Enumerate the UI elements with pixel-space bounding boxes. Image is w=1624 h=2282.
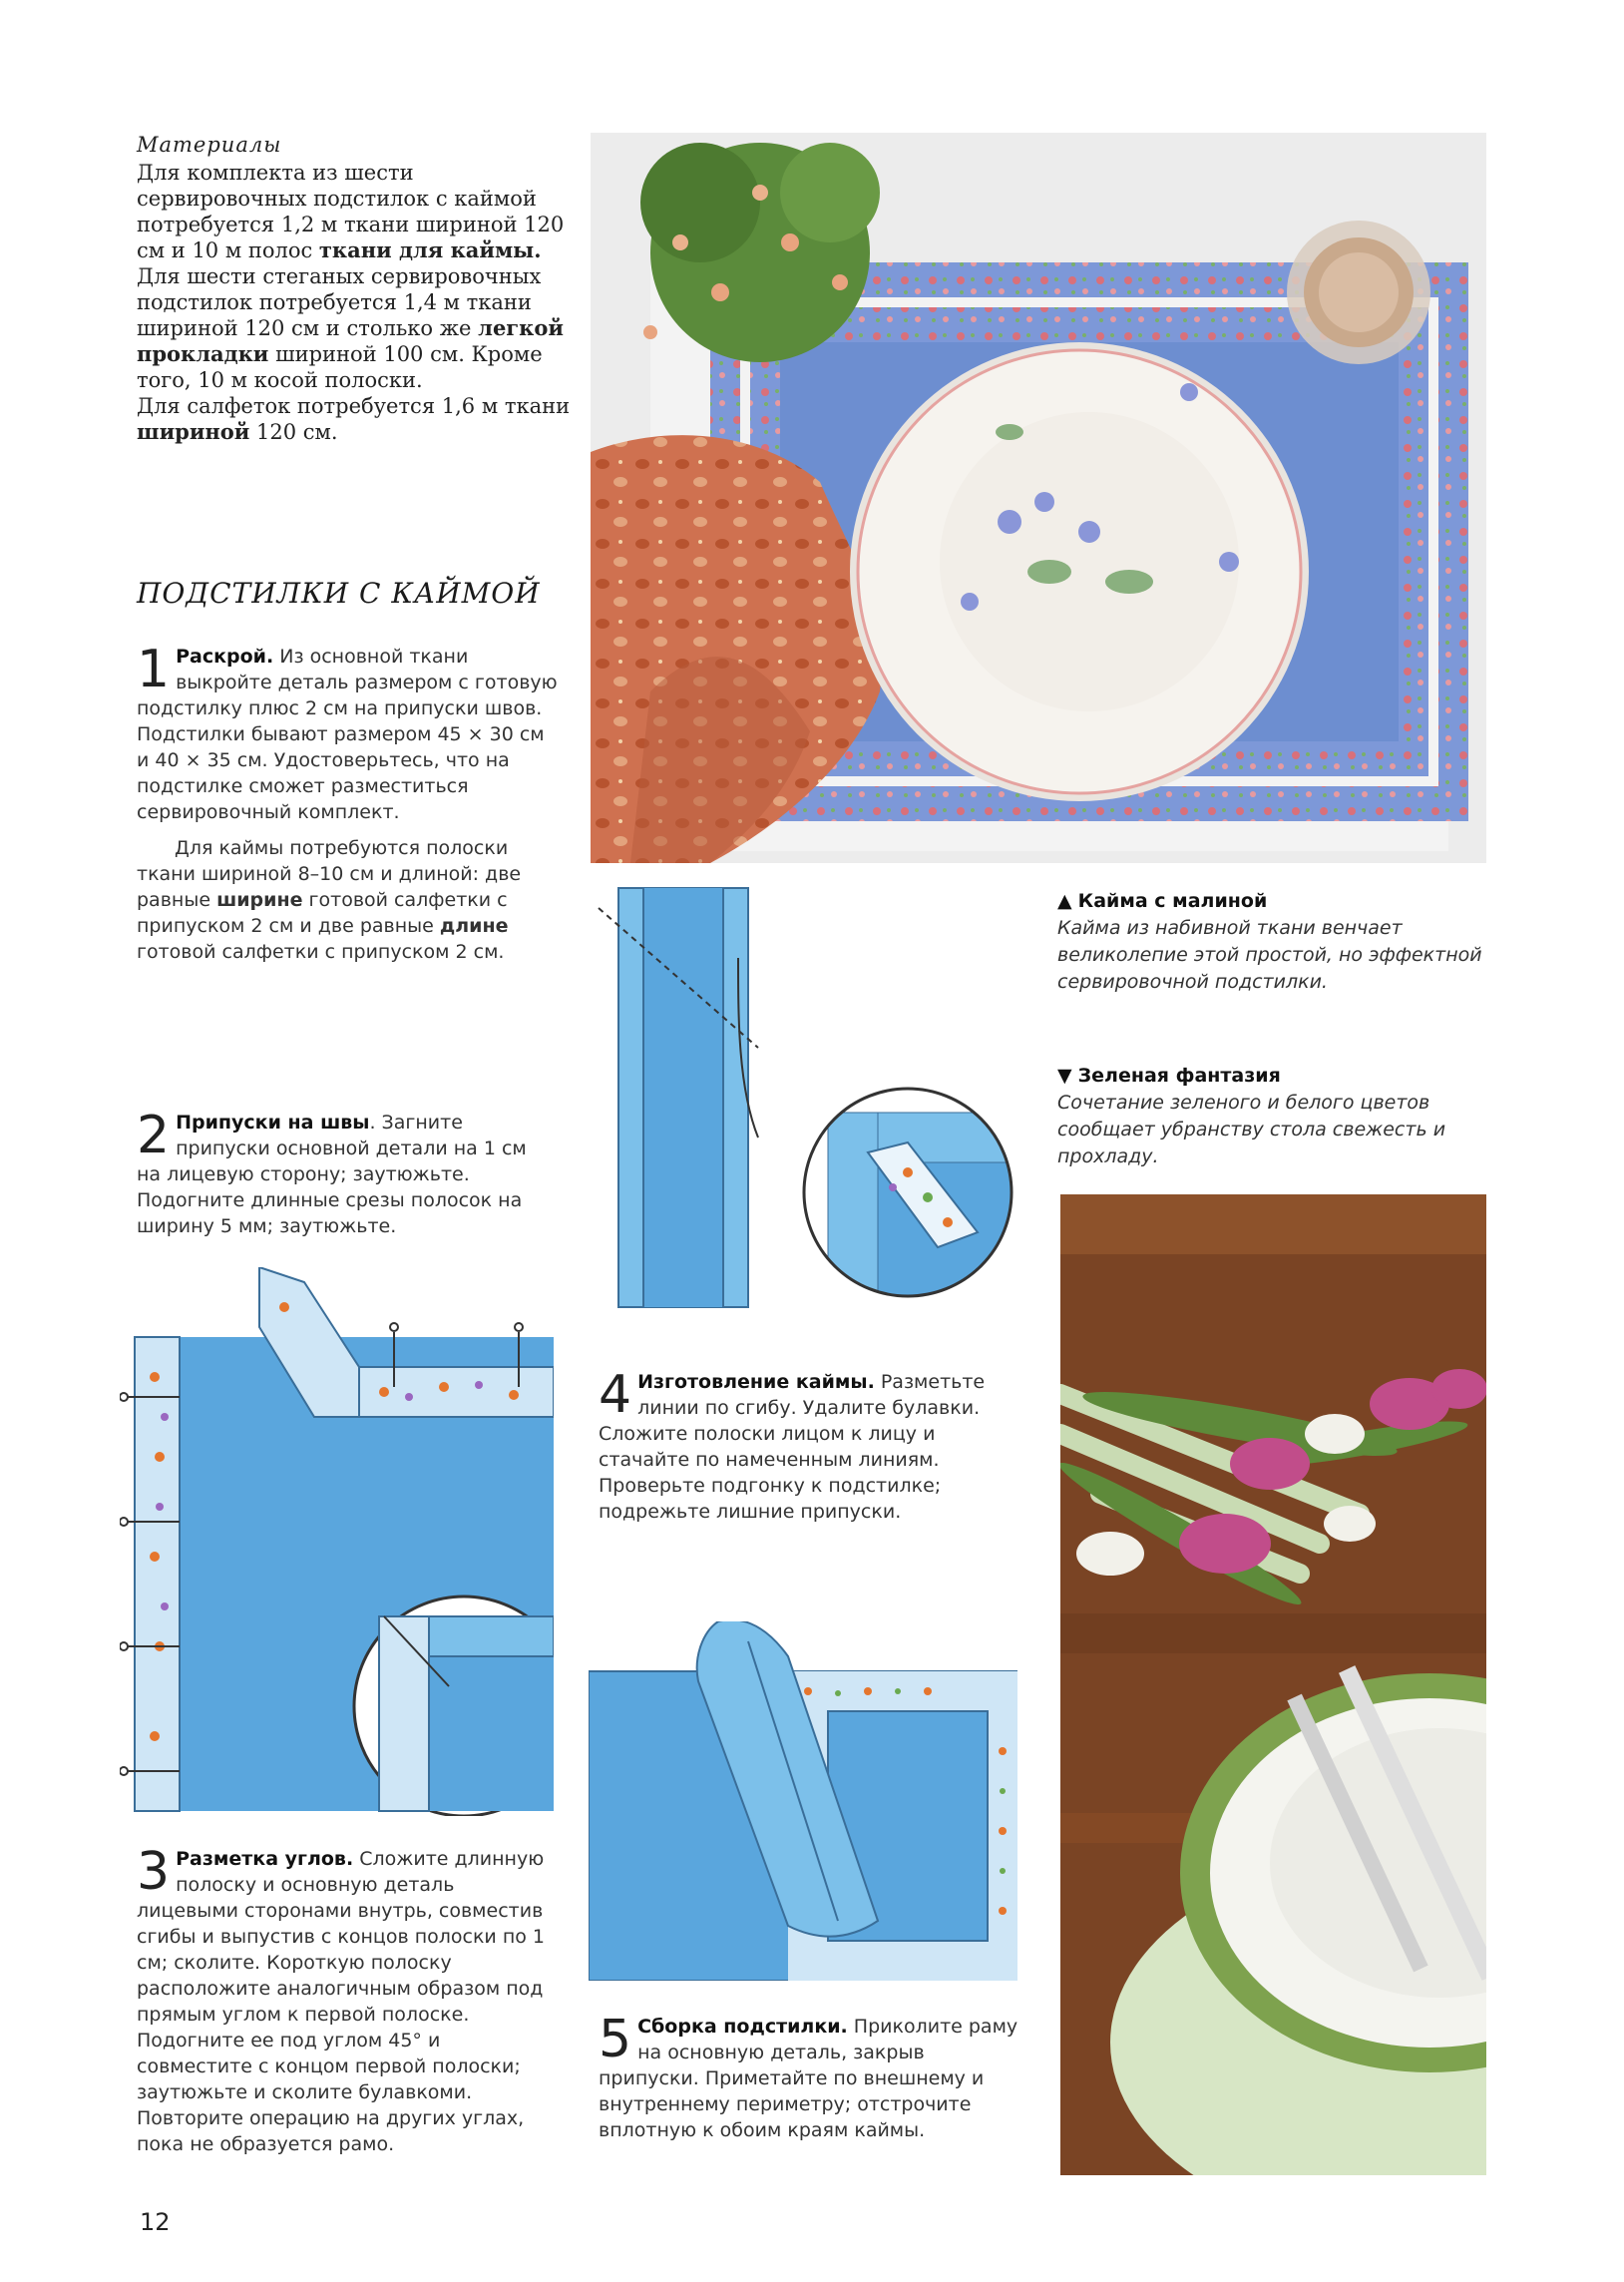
step-2-number: 2 [137, 1106, 171, 1165]
pinned-corner-drawing [120, 1267, 554, 1816]
step-4 [599, 1365, 1017, 1525]
step-1-lead: Раскрой. [176, 646, 274, 668]
materials-paragraph-1 [137, 160, 576, 263]
frame-assembly-drawing [589, 1621, 1017, 1981]
hyacinth-table-illustration [1060, 1194, 1486, 2175]
step-1-text [137, 640, 561, 825]
placemat-photo [591, 133, 1486, 863]
step-1 [137, 640, 561, 965]
caption-green-head [1057, 1063, 1486, 1090]
corner-detail-drawing [798, 1063, 1017, 1322]
materials-paragraph-2 [137, 263, 576, 393]
caption-raspberry-text: Кайма из набивной ткани венчает великолепие этой простой, но эффектной сервировочной подстилки. [1057, 917, 1482, 993]
materials-p2-bold: легкой прокладки [137, 315, 564, 366]
hyacinth-table-photo [1060, 1194, 1486, 2175]
step-3-body: Сложите длинную полоску и основную деталь лицевыми сторонами внутрь, совместив сгибы и выпустив с концов полоски по 1 см; сколите. Короткую полоску расположите аналогичным образом под прямым углом к первой полоске. Подогните ее под углом 45° и совместите с концом первой полоски; заутюжьте и сколите булавкоми. Повторите операцию на других углах, пока не образуется рамо. [137, 1848, 545, 2155]
step-1-p2-a: Для каймы потребуются полоски ткани шириной 8–10 см и длиной: две равные [137, 837, 522, 911]
step-2 [137, 1106, 531, 1239]
corner-detail-circle [798, 1063, 1017, 1322]
step-5-text [599, 2010, 1029, 2143]
materials-p3-tail: 120 см. [249, 420, 338, 444]
step-4-body: Разметьте линии по сгибу. Удалите булавки. Сложите полоски лицом к лицу и стачайте по намеченным линиям. Проверьте подгонку к подстилке; подрежьте лишние припуски. [599, 1371, 986, 1523]
up-triangle-icon: ▲ [1057, 890, 1072, 912]
caption-green-text: Сочетание зеленого и белого цветов сообщает убранству стола свежесть и прохладу. [1057, 1092, 1446, 1167]
caption-raspberry [1057, 888, 1486, 996]
page-number: 12 [140, 2208, 171, 2236]
caption-green-title: Зеленая фантазия [1077, 1065, 1281, 1087]
step-4-lead: Изготовление каймы. [637, 1371, 875, 1393]
caption-green [1057, 1063, 1486, 1170]
step-5-number: 5 [599, 2010, 632, 2069]
step-1-body: Из основной ткани выкройте деталь размером с готовую подстилку плюс 2 см на припуски швов. Подстилки бывают размером 45 × 30 см и 40 × 35 см. Удостоверьтесь, что на подстилке сможет разместиться сервировочный комплект. [137, 646, 558, 823]
step-1-p2-c: готовой салфетки с припуском 2 см и две равные [137, 889, 508, 937]
materials-block [137, 132, 576, 445]
step-5-lead: Сборка подстилки. [637, 2016, 848, 2038]
materials-paragraph-3 [137, 393, 576, 445]
step-2-lead: Припуски на швы [176, 1112, 370, 1134]
placemat-illustration [591, 133, 1486, 863]
folded-strip-diagram [589, 868, 788, 1312]
materials-p2-text: Для шести стеганых сервировочных подстилок потребуется 1,4 м ткани шириной 120 см и столько же [137, 264, 542, 340]
materials-p2-tail: шириной 100 см. Кроме того, 10 м косой полоски. [137, 342, 543, 392]
step-3-number: 3 [137, 1842, 171, 1902]
step-2-body: . Загните припуски основной детали на 1 см на лицевую сторону; заутюжьте. Подогните длинные срезы полосок на ширину 5 мм; заутюжьте. [137, 1112, 527, 1237]
materials-p3-bold: шириной [137, 419, 250, 444]
step-1-p2-bold-width: ширине [216, 889, 303, 911]
step-1-text-2 [137, 835, 561, 965]
step-1-p2-e: готовой салфетки с припуском 2 см. [137, 941, 505, 963]
step-5-body: Приколите раму на основную деталь, закрыв припуски. Приметайте по внешнему и внутреннему периметру; отстрочите вплотную к обоим краям каймы. [599, 2016, 1018, 2141]
caption-raspberry-title: Кайма с малиной [1077, 890, 1268, 912]
materials-p1-text: Для комплекта из шести сервировочных подстилок с каймой потребуется 1,2 м ткани шириной 120 см и 10 м полос [137, 161, 565, 262]
step-3-lead: Разметка углов. [176, 1848, 354, 1870]
step-2-text [137, 1106, 531, 1239]
materials-p3-text: Для салфеток потребуется 1,6 м ткани [137, 394, 571, 418]
step-4-number: 4 [599, 1365, 632, 1425]
section-title: ПОДСТИЛКИ С КАЙМОЙ [137, 577, 541, 610]
step-4-text [599, 1365, 1017, 1525]
step-1-p2-bold-length: длине [439, 915, 509, 937]
folded-strip-drawing [589, 868, 788, 1312]
step-5 [599, 2010, 1029, 2143]
materials-p1-bold: ткани для каймы. [318, 237, 542, 262]
caption-raspberry-head [1057, 888, 1486, 915]
pinned-corner-diagram [120, 1267, 554, 1816]
step-1-number: 1 [137, 640, 171, 699]
down-triangle-icon: ▼ [1057, 1065, 1072, 1087]
materials-title: Материалы [137, 133, 282, 157]
step-3-text [137, 1842, 554, 2157]
frame-assembly-diagram [589, 1621, 1017, 1981]
step-3 [137, 1842, 554, 2157]
